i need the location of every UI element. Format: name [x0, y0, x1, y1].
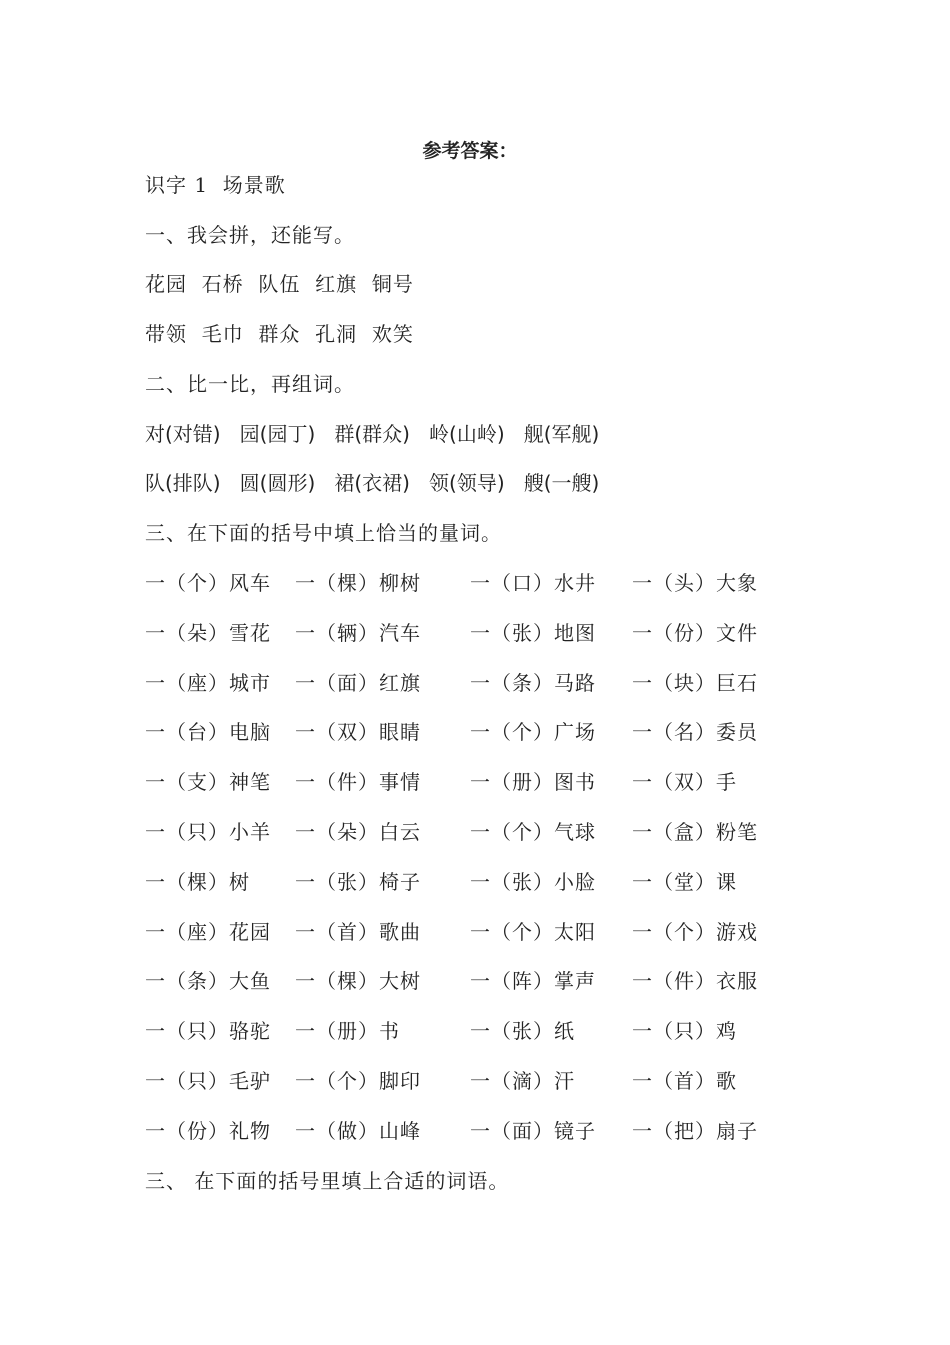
measure-word-item: 一（件）衣服	[632, 969, 758, 993]
section3-heading: 三、在下面的括号中填上恰当的量词。	[145, 521, 502, 545]
measure-word-item: 一（支）神笔	[145, 770, 271, 794]
section2-heading: 二、比一比，再组词。	[145, 372, 355, 396]
measure-word-item: 一（个）太阳	[470, 920, 596, 944]
measure-word-item: 一（个）风车	[145, 571, 271, 595]
measure-word-item: 一（条）大鱼	[145, 969, 271, 993]
measure-word-item: 一（口）水井	[470, 571, 596, 595]
measure-word-item: 一（个）广场	[470, 720, 596, 744]
measure-word-item: 一（首）歌	[632, 1069, 737, 1093]
measure-word-item: 一（座）花园	[145, 920, 271, 944]
section2-line2: 队(排队) 圆(圆形) 裙(衣裙) 领(领导) 艘(一艘)	[145, 471, 600, 495]
measure-word-item: 一（条）马路	[470, 671, 596, 695]
measure-word-item: 一（盒）粉笔	[632, 820, 758, 844]
measure-word-item: 一（件）事情	[295, 770, 421, 794]
measure-word-item: 一（朵）雪花	[145, 621, 271, 645]
measure-word-item: 一（双）眼睛	[295, 720, 421, 744]
measure-word-item: 一（册）图书	[470, 770, 596, 794]
measure-word-item: 一（只）骆驼	[145, 1019, 271, 1043]
measure-word-item: 一（朵）白云	[295, 820, 421, 844]
measure-word-item: 一（棵）大树	[295, 969, 421, 993]
measure-word-item: 一（做）山峰	[295, 1119, 421, 1143]
page-title: 参考答案：	[422, 140, 518, 162]
measure-word-item: 一（只）小羊	[145, 820, 271, 844]
measure-word-item: 一（滴）汗	[470, 1069, 575, 1093]
lesson-title: 识字 1 场景歌	[145, 173, 286, 197]
measure-word-item: 一（辆）汽车	[295, 621, 421, 645]
measure-word-item: 一（首）歌曲	[295, 920, 421, 944]
section1-line2: 带领 毛巾 群众 孔洞 欢笑	[145, 322, 414, 346]
measure-word-item: 一（块）巨石	[632, 671, 758, 695]
measure-word-item: 一（座）城市	[145, 671, 271, 695]
measure-word-item: 一（面）红旗	[295, 671, 421, 695]
section1-heading: 一、我会拼，还能写。	[145, 223, 355, 247]
measure-word-item: 一（棵）树	[145, 870, 250, 894]
measure-word-item: 一（台）电脑	[145, 720, 271, 744]
measure-word-item: 一（册）书	[295, 1019, 400, 1043]
section2-line1: 对(对错) 园(园丁) 群(群众) 岭(山岭) 舰(军舰)	[145, 422, 600, 446]
measure-word-item: 一（张）椅子	[295, 870, 421, 894]
measure-word-item: 一（个）气球	[470, 820, 596, 844]
measure-word-item: 一（棵）柳树	[295, 571, 421, 595]
measure-word-item: 一（名）委员	[632, 720, 758, 744]
section1-line1: 花园 石桥 队伍 红旗 铜号	[145, 272, 414, 296]
measure-word-item: 一（张）地图	[470, 621, 596, 645]
measure-word-item: 一（张）纸	[470, 1019, 575, 1043]
measure-word-item: 一（张）小脸	[470, 870, 596, 894]
measure-word-item: 一（个）脚印	[295, 1069, 421, 1093]
measure-word-item: 一（头）大象	[632, 571, 758, 595]
measure-word-item: 一（份）礼物	[145, 1119, 271, 1143]
measure-word-item: 一（把）扇子	[632, 1119, 758, 1143]
measure-word-item: 一（阵）掌声	[470, 969, 596, 993]
measure-word-item: 一（份）文件	[632, 621, 758, 645]
measure-word-item: 一（只）鸡	[632, 1019, 737, 1043]
section4-heading: 三、 在下面的括号里填上合适的词语。	[145, 1169, 510, 1193]
measure-word-item: 一（个）游戏	[632, 920, 758, 944]
measure-word-item: 一（只）毛驴	[145, 1069, 271, 1093]
measure-word-item: 一（双）手	[632, 770, 737, 794]
measure-word-item: 一（堂）课	[632, 870, 737, 894]
measure-word-item: 一（面）镜子	[470, 1119, 596, 1143]
